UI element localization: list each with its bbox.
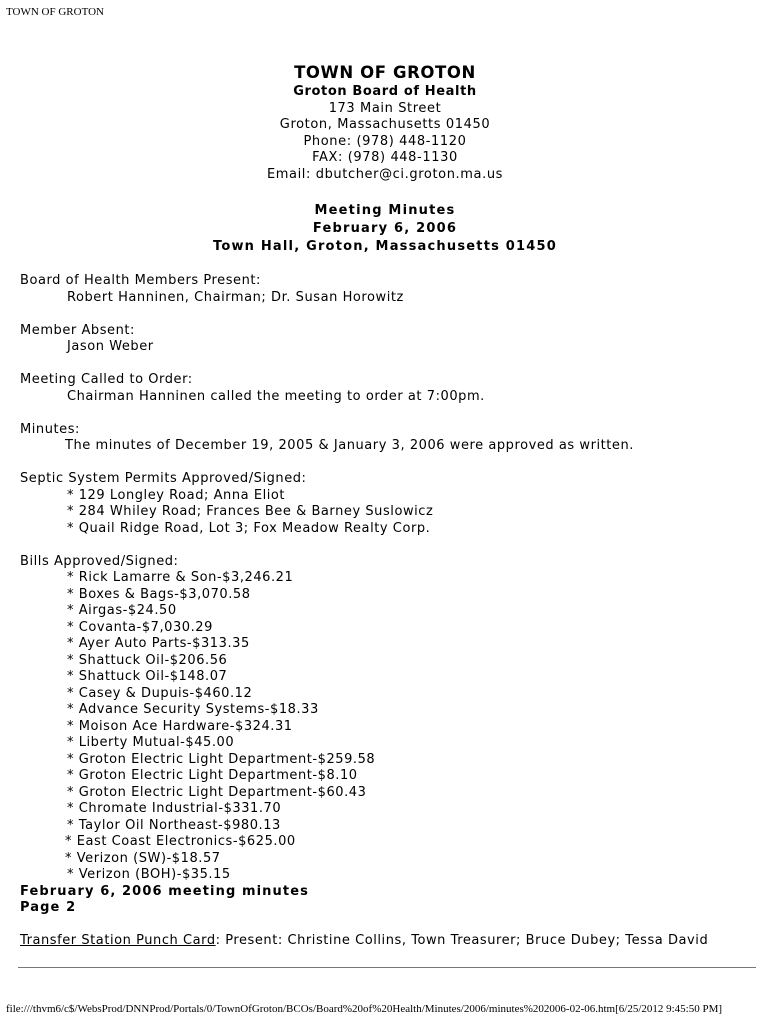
meeting-heading: [0, 202, 770, 256]
list-item: * 284 Whiley Road; Frances Bee & Barney Suslowicz: [67, 504, 434, 519]
transfer-station-line: [20, 933, 760, 950]
bill-item: * Chromate Industrial-$331.70: [67, 801, 282, 816]
email-line: Email: dbutcher@ci.groton.ma.us: [266, 166, 504, 182]
bill-item: * Verizon (BOH)-$35.15: [67, 867, 231, 882]
address-line: Groton, Massachusetts 01450: [279, 117, 491, 133]
bill-item: * Boxes & Bags-$3,070.58: [67, 586, 251, 602]
minutes-text: The minutes of December 19, 2005 & January 3, 2006 were approved as written.: [65, 438, 634, 453]
meeting-date: February 6, 2006: [312, 221, 458, 236]
phone-line: Phone: (978) 448-1120: [303, 133, 467, 149]
fax-line: FAX: (978) 448-1130: [312, 150, 458, 166]
bill-item: * Airgas-$24.50: [67, 603, 177, 618]
address-line: 173 Main Street: [328, 100, 442, 116]
running-header: TOWN OF GROTON: [6, 6, 104, 18]
bill-item: * Groton Electric Light Department-$8.10: [67, 768, 358, 783]
board-name: Groton Board of Health: [293, 84, 477, 99]
bill-item: * Ayer Auto Parts-$313.35: [67, 636, 250, 651]
list-item: * 129 Longley Road; Anna Eliot: [67, 487, 286, 503]
bill-item: * Taylor Oil Northeast-$980.13: [67, 817, 281, 833]
bill-item: * Rick Lamarre & Son-$3,246.21: [67, 570, 294, 585]
letterhead: [0, 84, 770, 184]
transfer-station-label: Transfer Station Punch Card: [20, 933, 216, 948]
bill-item: * Covanta-$7,030.29: [67, 619, 213, 635]
bill-item: * Moison Ace Hardware-$324.31: [67, 718, 293, 734]
bill-item: * Groton Electric Light Department-$60.43: [67, 784, 367, 800]
bill-item: * Casey & Dupuis-$460.12: [67, 685, 253, 701]
bill-item: * East Coast Electronics-$625.00: [65, 834, 296, 849]
member-absent-heading: Member Absent:: [20, 322, 135, 338]
bills-heading: Bills Approved/Signed:: [20, 553, 179, 569]
divider: [18, 967, 756, 968]
minutes-heading: Minutes:: [20, 421, 80, 437]
meeting-title: Meeting Minutes: [314, 203, 456, 218]
bill-item: * Verizon (SW)-$18.57: [65, 850, 221, 866]
list-item: * Quail Ridge Road, Lot 3; Fox Meadow Realty Corp.: [67, 520, 431, 536]
transfer-station-text: : Present: Christine Collins, Town Treasurer; Bruce Dubey; Tessa David: [215, 933, 709, 948]
septic-heading: Septic System Permits Approved/Signed:: [20, 471, 307, 486]
called-to-order-text: Chairman Hanninen called the meeting to order at 7:00pm.: [67, 388, 485, 404]
member-absent-text: Jason Weber: [67, 339, 154, 354]
document-title: TOWN OF GROTON: [294, 63, 476, 82]
members-present-heading: Board of Health Members Present:: [20, 273, 261, 288]
bill-item: * Groton Electric Light Department-$259.58: [67, 751, 376, 767]
minutes-body: [20, 273, 760, 950]
members-present-text: Robert Hanninen, Chairman; Dr. Susan Horowitz: [67, 289, 404, 305]
page-header-date: February 6, 2006 meeting minutes: [20, 883, 309, 899]
meeting-location: Town Hall, Groton, Massachusetts 01450: [212, 239, 558, 254]
page-number: Page 2: [20, 900, 77, 915]
bill-item: * Advance Security Systems-$18.33: [67, 702, 319, 717]
bill-item: * Shattuck Oil-$148.07: [67, 669, 228, 684]
bill-item: * Shattuck Oil-$206.56: [67, 652, 228, 668]
bill-item: * Liberty Mutual-$45.00: [67, 735, 235, 750]
file-path-footer: file:///thvm6/c$/WebsProd/DNNProd/Portals/0/TownOfGroton/BCOs/Board%20of%20Health/Minutes/2006/minutes%202006-02-06.htm[6/25/2012 9:45:50 PM]: [6, 1003, 723, 1015]
called-to-order-heading: Meeting Called to Order:: [20, 372, 193, 387]
